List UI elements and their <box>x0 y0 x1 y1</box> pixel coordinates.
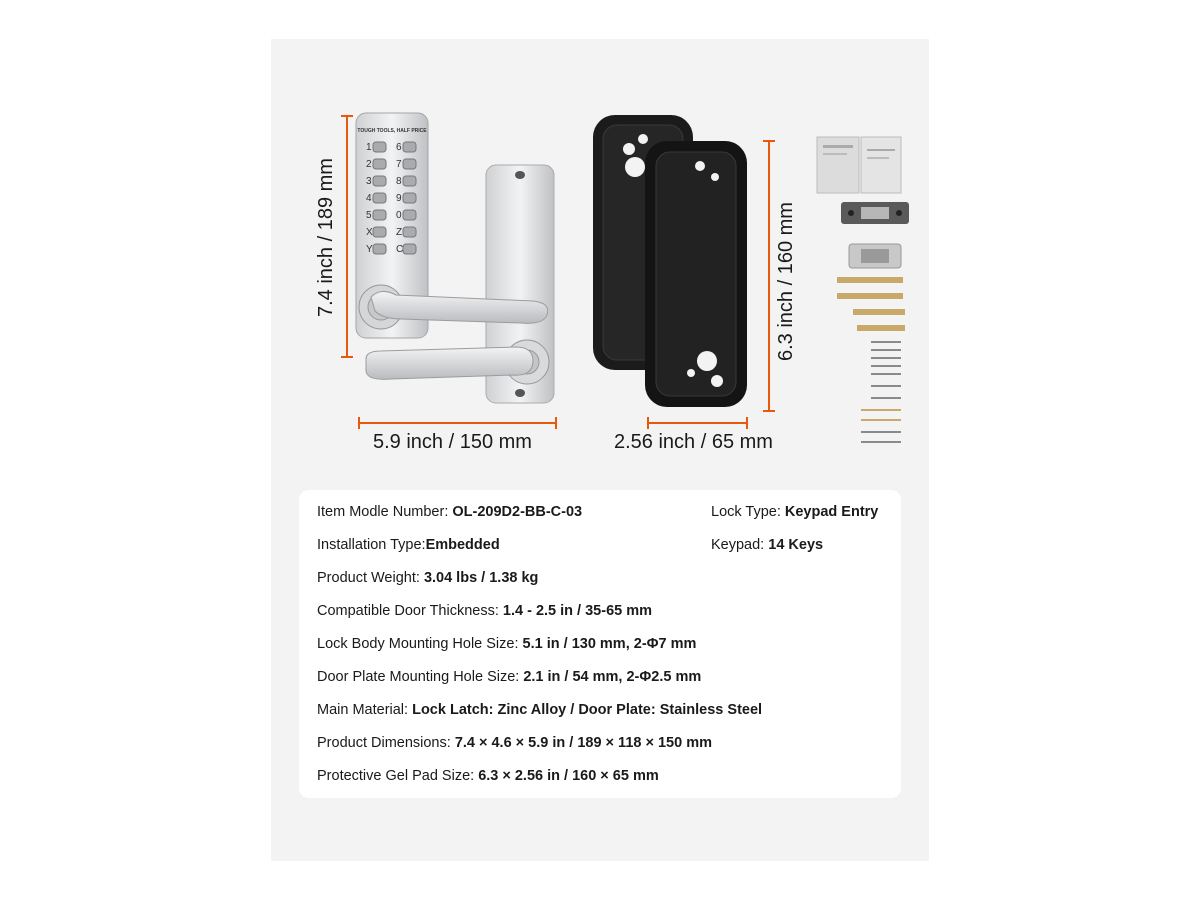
spindle-2 <box>837 293 903 299</box>
spec-model-number: Item Modle Number: OL-209D2-BB-C-03 <box>317 504 583 520</box>
keypad-key-label: 6 <box>396 142 402 153</box>
keypad-key-button <box>373 176 386 186</box>
keypad-key-label: 5 <box>366 210 372 221</box>
keypad-key-label: 7 <box>396 159 402 170</box>
keypad-brand-text: TOUGH TOOLS, HALF PRICE <box>357 128 427 134</box>
pad-height-label: 6.3 inch / 160 mm <box>775 202 797 361</box>
spindle-3 <box>853 309 905 315</box>
screw <box>861 419 901 421</box>
product-illustration <box>271 39 929 489</box>
screw <box>871 397 901 399</box>
lock-width-label: 5.9 inch / 150 mm <box>373 431 532 453</box>
keypad-key-label: 8 <box>396 176 402 187</box>
keypad-key-button <box>373 193 386 203</box>
screw <box>871 365 901 367</box>
keypad-key-label: Z <box>396 227 403 238</box>
spec-product-weight: Product Weight: 3.04 lbs / 1.38 kg <box>317 570 539 586</box>
lock-height-dimension-line <box>341 116 353 357</box>
lock-height-label: 7.4 inch / 189 mm <box>315 158 337 317</box>
keypad-key-label: 4 <box>366 193 372 204</box>
screw <box>871 373 901 375</box>
keypad-key-button <box>403 210 416 220</box>
keypad-key-button <box>403 159 416 169</box>
keypad-key-button <box>403 193 416 203</box>
spindle-4 <box>857 325 905 331</box>
keypad-key-label: 9 <box>396 193 402 204</box>
spec-gel-pad-size: Protective Gel Pad Size: 6.3 × 2.56 in / 160 × 65 mm <box>317 768 659 784</box>
keypad-key-button <box>403 142 416 152</box>
screw <box>871 349 901 351</box>
keypad-key-button <box>403 244 416 254</box>
screw <box>861 409 901 411</box>
specifications-card <box>299 490 901 798</box>
accessories-group <box>817 137 909 331</box>
gel-pad-front <box>645 141 747 407</box>
spec-lock-type: Lock Type: Keypad Entry <box>711 504 879 520</box>
keypad-key-button <box>373 159 386 169</box>
keypad-key-label: C <box>396 244 404 255</box>
screw <box>871 385 901 387</box>
rear-lever-handle <box>366 347 533 379</box>
keypad-key-button <box>403 176 416 186</box>
spec-keypad: Keypad: 14 Keys <box>711 537 824 553</box>
screw <box>861 431 901 433</box>
keypad-key-button <box>373 227 386 237</box>
keypad-key-button <box>403 227 416 237</box>
keypad-key-button <box>373 210 386 220</box>
screw <box>861 441 901 443</box>
keypad-key-label: 3 <box>366 176 372 187</box>
pad-width-dimension-line <box>648 417 747 429</box>
screw <box>871 341 901 343</box>
screw <box>871 357 901 359</box>
spec-product-dimensions: Product Dimensions: 7.4 × 4.6 × 5.9 in / 189 × 118 × 150 mm <box>317 735 712 751</box>
keypad-key-label: 1 <box>366 142 372 153</box>
product-info-panel <box>271 39 929 861</box>
keypad-key-label: 2 <box>366 159 372 170</box>
spec-main-material: Main Material: Lock Latch: Zinc Alloy / Door Plate: Stainless Steel <box>317 702 763 718</box>
keypad-key-button <box>373 142 386 152</box>
keypad-key-button <box>373 244 386 254</box>
spec-lock-body-hole: Lock Body Mounting Hole Size: 5.1 in / 130 mm, 2-Φ7 mm <box>317 636 697 652</box>
spec-installation-type: Installation Type:Embedded <box>317 537 500 553</box>
keypad-key-label: X <box>366 227 373 238</box>
spindle-1 <box>837 277 903 283</box>
keypad-key-label: 0 <box>396 210 402 221</box>
spec-door-thickness: Compatible Door Thickness: 1.4 - 2.5 in / 35-65 mm <box>317 603 653 619</box>
code-card <box>861 137 901 193</box>
pad-height-dimension-line <box>763 141 775 411</box>
lock-width-dimension-line <box>359 417 556 429</box>
screws-group <box>861 341 901 443</box>
pad-width-label: 2.56 inch / 65 mm <box>614 431 773 453</box>
keypad-key-label: Y <box>366 244 373 255</box>
spec-door-plate-hole: Door Plate Mounting Hole Size: 2.1 in / 54 mm, 2-Φ2.5 mm <box>317 669 702 685</box>
